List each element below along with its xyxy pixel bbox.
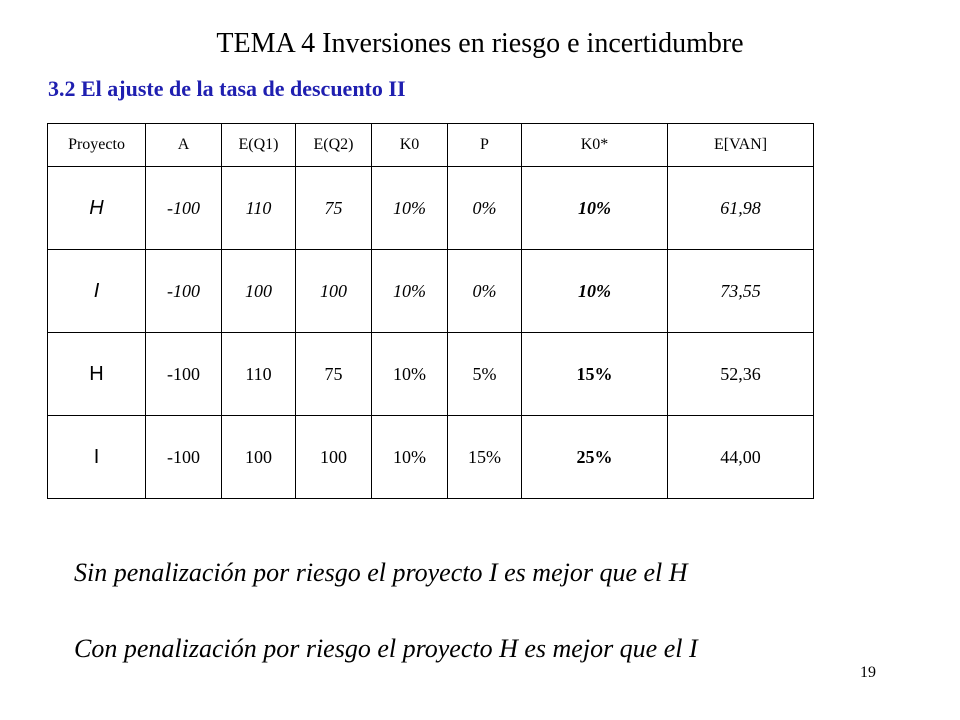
header-cell: Proyecto (48, 124, 146, 167)
table-cell: 100 (296, 416, 372, 499)
table-cell: 110 (222, 167, 296, 250)
project-label-cell: H (48, 333, 146, 416)
table-cell: -100 (146, 333, 222, 416)
projects-table (47, 123, 814, 499)
table-row (48, 250, 814, 333)
table-cell: 10% (522, 167, 668, 250)
table-cell: 100 (222, 250, 296, 333)
table-cell: 10% (522, 250, 668, 333)
table-cell: 10% (372, 333, 448, 416)
table-cell: 75 (296, 167, 372, 250)
slide-title: TEMA 4 Inversiones en riesgo e incertidumbre (216, 28, 744, 59)
table-cell: 0% (448, 167, 522, 250)
table-cell: -100 (146, 250, 222, 333)
project-label-cell: I (48, 416, 146, 499)
table-cell: -100 (146, 416, 222, 499)
table-cell: 10% (372, 250, 448, 333)
table-cell: 61,98 (668, 167, 814, 250)
table-cell: 15% (522, 333, 668, 416)
table-cell: 15% (448, 416, 522, 499)
header-cell: E(Q2) (296, 124, 372, 167)
table-cell: 10% (372, 167, 448, 250)
table-cell: -100 (146, 167, 222, 250)
table-cell: 73,55 (668, 250, 814, 333)
table-cell: 100 (296, 250, 372, 333)
table-header-row (48, 124, 814, 167)
header-cell: E(Q1) (222, 124, 296, 167)
table-cell: 5% (448, 333, 522, 416)
table-cell: 100 (222, 416, 296, 499)
conclusion-no-penalty: Sin penalización por riesgo el proyecto I es mejor que el H (74, 558, 688, 587)
page-number: 19 (860, 664, 876, 681)
conclusion-with-penalty: Con penalización por riesgo el proyecto H es mejor que el I (74, 634, 698, 663)
table-cell: 44,00 (668, 416, 814, 499)
table-cell: 110 (222, 333, 296, 416)
table-cell: 52,36 (668, 333, 814, 416)
table-cell: 0% (448, 250, 522, 333)
table-cell: 25% (522, 416, 668, 499)
header-cell: K0 (372, 124, 448, 167)
table-row (48, 167, 814, 250)
slide-subtitle: 3.2 El ajuste de la tasa de descuento II (48, 76, 406, 101)
header-cell: K0* (522, 124, 668, 167)
table-cell: 10% (372, 416, 448, 499)
project-label-cell: H (48, 167, 146, 250)
header-cell: P (448, 124, 522, 167)
project-label-cell: I (48, 250, 146, 333)
table-row (48, 416, 814, 499)
table-cell: 75 (296, 333, 372, 416)
table-row (48, 333, 814, 416)
header-cell: E[VAN] (668, 124, 814, 167)
header-cell: A (146, 124, 222, 167)
